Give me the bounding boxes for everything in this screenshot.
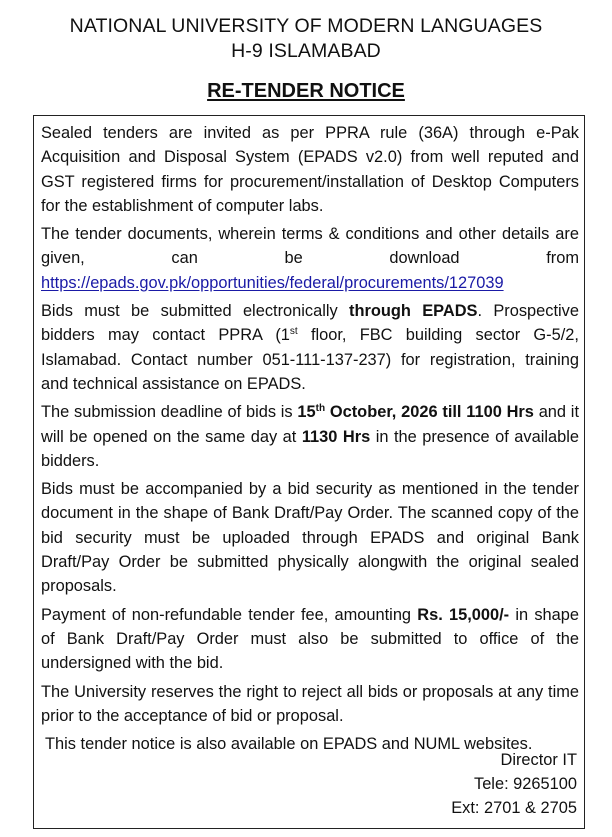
university-name: NATIONAL UNIVERSITY OF MODERN LANGUAGES xyxy=(69,15,543,37)
fee-text-1: Payment of non-refundable tender fee, amounting xyxy=(41,605,418,624)
deadline-text-2: and it will be opened on the same day at xyxy=(41,403,580,446)
deadline-text-1: The submission deadline of bids is xyxy=(41,403,298,422)
paragraph-availability: This tender notice is also available on EPADS and NUML websites. xyxy=(45,735,533,754)
deadline-date: October, 2026 till 1100 Hrs xyxy=(325,403,534,422)
fee-amount: Rs. 15,000/- xyxy=(417,605,510,624)
deadline-text-3: in the presence of available bidders. xyxy=(41,427,579,470)
deadline-day: 15 xyxy=(297,403,316,422)
signatory-telephone: Tele: 9265100 xyxy=(474,775,577,793)
submission-text-2: . Prospective bidders may contact PPRA (1 xyxy=(41,302,579,345)
submission-emphasis: through EPADS xyxy=(349,302,478,321)
university-location: H-9 ISLAMABAD xyxy=(231,40,381,62)
epads-procurement-link[interactable]: https://epads.gov.pk/opportunities/federal/procurements/127039 xyxy=(41,273,504,292)
signatory-extension: Ext: 2701 & 2705 xyxy=(451,799,577,817)
paragraph-bid-security: Bids must be accompanied by a bid security as mentioned in the tender document in the shape of Bank Draft/Pay Order. The scanned copy of the bid security must be uploaded through EPADS and original Bank Draft/Pay Order be submitted physically alongwith the original sealed proposals. xyxy=(41,480,579,596)
paragraph-rights: The University reserves the right to reject all bids or proposals at any time prior to the acceptance of bid or proposal. xyxy=(41,682,579,725)
paragraph-submission xyxy=(41,299,579,396)
floor-superscript: st xyxy=(289,326,298,338)
opening-time: 1130 Hrs xyxy=(301,427,371,446)
paragraph-deadline xyxy=(41,400,579,473)
paragraph-invitation: Sealed tenders are invited as per PPRA rule (36A) through e-Pak Acquisition and Disposal System (EPADS v2.0) from well reputed and GST registered firms for procurement/installation of Desktop Computers for the establishment of computer labs. xyxy=(41,124,579,215)
submission-text-1: Bids must be submitted electronically xyxy=(41,302,350,321)
paragraph-documents xyxy=(41,222,579,295)
paragraph-tender-fee xyxy=(41,603,579,676)
deadline-superscript: th xyxy=(315,403,326,415)
fee-text-2: in shape of Bank Draft/Pay Order must also be submitted to office of the undersigned with the bid. xyxy=(41,605,579,673)
notice-title-text: RE-TENDER NOTICE xyxy=(207,80,405,102)
signatory-designation: Director IT xyxy=(500,751,577,769)
notice-title xyxy=(0,79,612,103)
submission-text-3: floor, FBC building sector G-5/2, Islamabad. Contact number 051-111-137-237) for registration, training and technical assistance on EPADS. xyxy=(41,326,579,393)
documents-text: The tender documents, wherein terms & conditions and other details are given, can be download from xyxy=(41,225,579,268)
notice-box xyxy=(33,115,585,829)
